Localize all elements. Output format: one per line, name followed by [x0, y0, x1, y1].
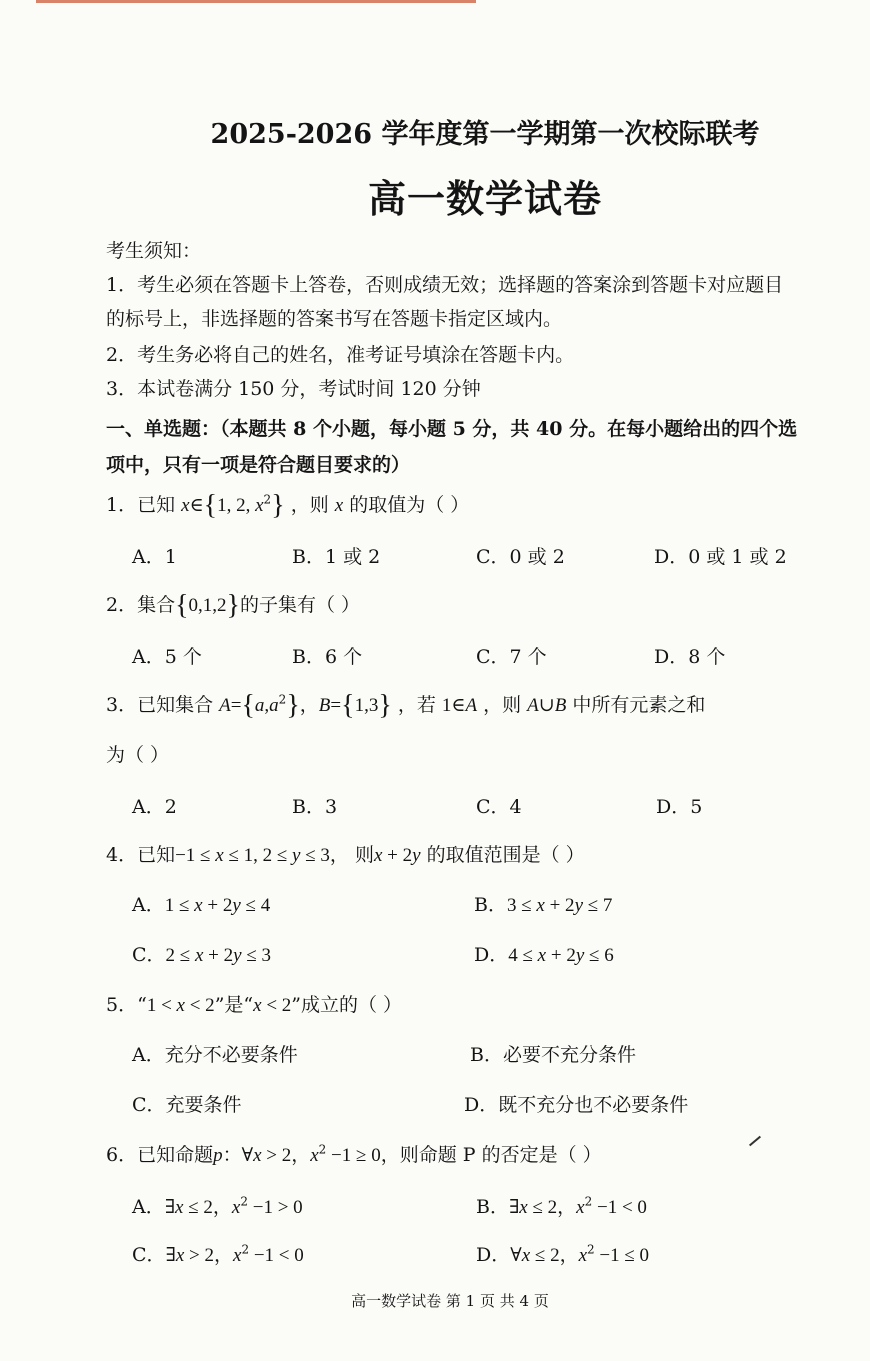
q4-formula2: x + 2y	[373, 845, 421, 866]
q4-suffix: 的取值范围是（ ）	[426, 844, 585, 866]
q6-prefix: 6．已知命题	[106, 1144, 214, 1166]
q6-option-d[interactable]: D．∀x ≤ 2，$x^2 -1 \le 0$	[476, 1242, 650, 1266]
q3-prefix: 3．已知集合	[106, 694, 214, 716]
q5-option-d[interactable]: D．既不充分也不必要条件	[464, 1094, 689, 1116]
q5-option-a[interactable]: A．充分不必要条件	[132, 1044, 298, 1066]
pen-mark	[749, 1136, 761, 1147]
paper-title: 高一数学试卷	[367, 176, 602, 221]
q4-option-b[interactable]: B．3 ≤ x + 2y ≤ 7	[474, 894, 613, 916]
section1-line2: 项中，只有一项是符合题目要求的）	[106, 454, 411, 476]
exam-name: 2025-2026 学年度第一学期第一次校际联考	[210, 119, 760, 150]
q5-suffix: ”成立的（ ）	[291, 994, 403, 1016]
q3-mid2: ，则	[483, 694, 522, 716]
q2-option-a[interactable]: A．5 个	[132, 646, 202, 668]
notice-item1-line2: 的标号上，非选择题的答案书写在答题卡指定区域内。	[106, 308, 563, 330]
q1-option-d[interactable]: D．0 或 1 或 2	[654, 546, 787, 568]
q4-prefix: 4．已知	[106, 844, 176, 866]
q6-option-b[interactable]: B．∃x ≤ 2，$x^2 -1 < 0$	[476, 1194, 647, 1218]
q3-mid: ，若	[397, 694, 436, 716]
q5-formula2: x < 2	[253, 995, 292, 1016]
q5-option-c[interactable]: C．充要条件	[132, 1094, 242, 1116]
question-1	[106, 490, 469, 522]
notice-heading: 考生须知：	[106, 240, 202, 262]
q3-line2: 为（ ）	[106, 744, 170, 766]
top-edge-line	[36, 0, 476, 3]
q2-prefix: 2．集合	[106, 594, 176, 616]
q2-option-d[interactable]: D．8 个	[654, 646, 726, 668]
section1-line1: 一、单选题：（本题共 8 个小题，每小题 5 分，共 40 分。在每小题给出的四个选	[106, 418, 798, 440]
question-2	[106, 590, 360, 622]
q3-option-d[interactable]: D．5	[656, 796, 703, 818]
question-6	[106, 1140, 602, 1167]
notice-item3: 3．本试卷满分 150 分，考试时间 120 分钟	[106, 378, 481, 400]
q2-formula: {0,1,2}	[175, 590, 240, 621]
q6-option-c[interactable]: C．∃x > 2，$x^2 -1 < 0$	[132, 1242, 304, 1266]
q2-option-c[interactable]: C．7 个	[476, 646, 547, 668]
q3-option-c[interactable]: C．4	[476, 796, 522, 818]
q1-option-c[interactable]: C．0 或 2	[476, 546, 565, 568]
q2-option-b[interactable]: B．6 个	[292, 646, 363, 668]
q1-suffix: ，则	[290, 494, 329, 516]
notice-item2: 2．考生务必将自己的姓名，准考证号填涂在答题卡内。	[106, 344, 575, 366]
q3-suffix: 中所有元素之和	[572, 694, 706, 716]
q3-formula-b: 1∈A	[441, 695, 478, 716]
q4-formula: −1 ≤ x ≤ 1, 2 ≤ y ≤ 3	[175, 845, 330, 866]
q5-formula1: 1 < x < 2	[146, 995, 215, 1016]
q1-prefix: 1．已知	[106, 494, 176, 516]
q5-mid: ”是“	[214, 994, 254, 1016]
q1-var: x	[334, 495, 344, 516]
q2-suffix: 的子集有（ ）	[240, 594, 361, 616]
question-4	[106, 840, 585, 867]
notice-item1-line1: 1．考生必须在答题卡上答卷，否则成绩无效；选择题的答案涂到答题卡对应题目	[106, 274, 784, 296]
q3-option-a[interactable]: A．2	[132, 796, 177, 818]
q1-option-b[interactable]: B．1 或 2	[292, 546, 381, 568]
q4-option-d[interactable]: D．4 ≤ x + 2y ≤ 6	[474, 944, 614, 966]
q4-mid: ， 则	[329, 844, 374, 866]
q1-option-a[interactable]: A．1	[132, 546, 177, 568]
q1-suffix2: 的取值为（ ）	[349, 494, 470, 516]
q3-option-b[interactable]: B．3	[292, 796, 338, 818]
q5-prefix: 5．“	[106, 994, 147, 1016]
q3-formula-a: $A=\{a,a^2\}$，B={1,3}	[219, 690, 392, 721]
question-5	[106, 990, 402, 1017]
q6-formula: p：∀x > 2，$x^2 -1 \ge 0$	[213, 1142, 381, 1166]
q6-option-a[interactable]: A．∃x ≤ 2，$x^2 -1 > 0$	[132, 1194, 303, 1218]
q5-option-b[interactable]: B．必要不充分条件	[470, 1044, 636, 1066]
q1-formula: x∈{1, 2, $x^2$}	[181, 490, 285, 521]
q3-formula-c: A∪B	[527, 695, 567, 716]
q4-option-a[interactable]: A．1 ≤ x + 2y ≤ 4	[132, 894, 271, 916]
page-footer: 高一数学试卷 第 1 页 共 4 页	[351, 1292, 549, 1310]
q6-mid: ，则命题 P 的否定是（ ）	[380, 1144, 602, 1166]
q4-option-c[interactable]: C．2 ≤ x + 2y ≤ 3	[132, 944, 272, 966]
question-3	[106, 690, 705, 722]
